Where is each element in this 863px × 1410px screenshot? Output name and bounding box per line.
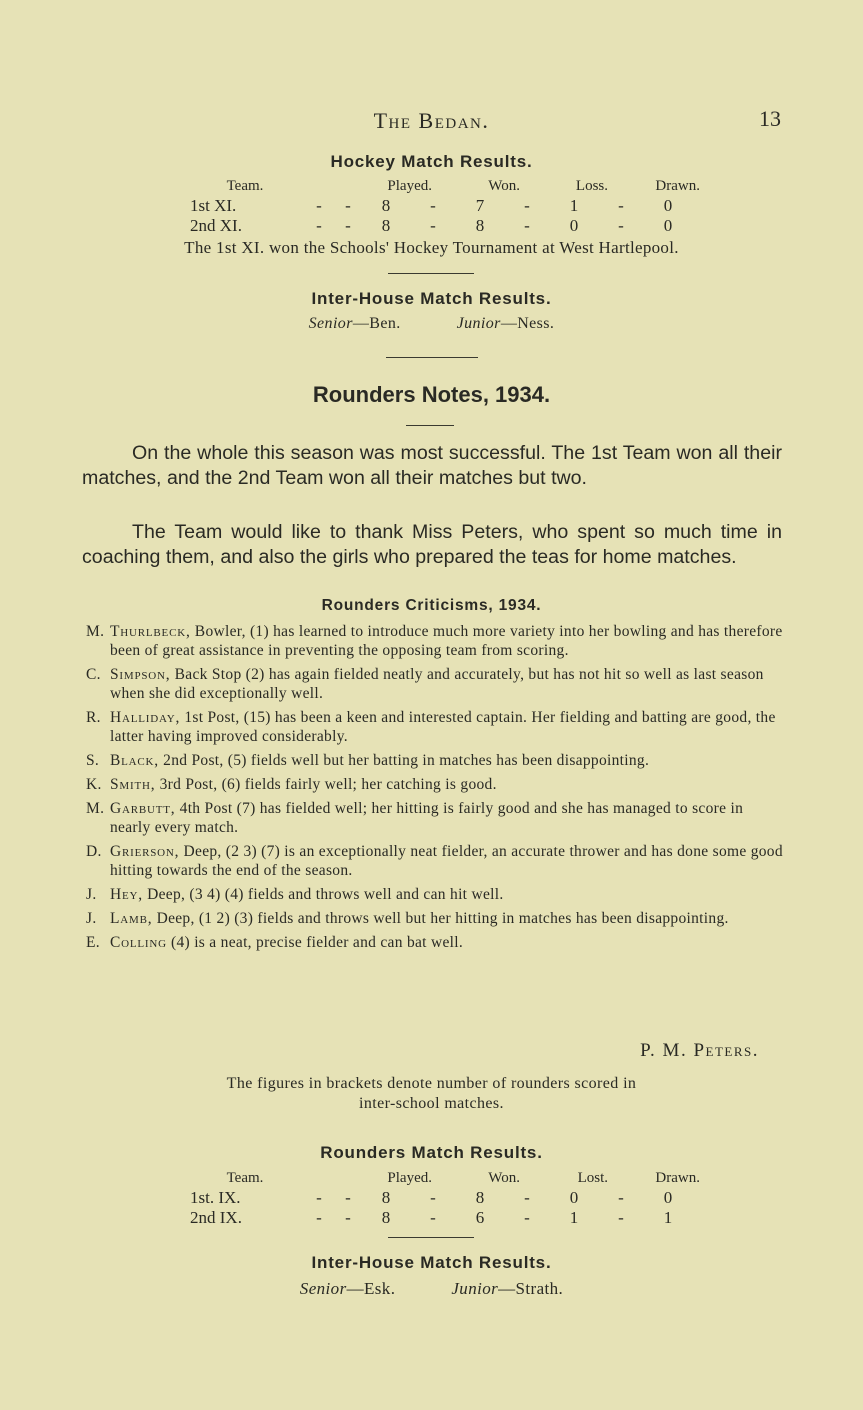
played-cell: 8 — [381, 1188, 391, 1207]
section-divider — [388, 273, 474, 274]
team-cell: 1st XI. — [190, 196, 237, 215]
team-cell: 1st. IX. — [190, 1188, 241, 1207]
loss-cell: 1 — [569, 196, 579, 215]
played-cell: 8 — [381, 216, 391, 235]
junior-label: Junior — [451, 1279, 499, 1298]
table-row: 2nd IX. - - 8 - 6 - 1 - 1 — [190, 1208, 700, 1228]
junior-winner: —Ness. — [500, 315, 555, 332]
drawn-cell: 0 — [663, 196, 673, 215]
section-divider — [388, 1237, 474, 1238]
won-cell: 6 — [475, 1208, 485, 1227]
inter-house-title: Inter-House Match Results. — [311, 289, 552, 308]
lost-cell: 0 — [569, 1188, 579, 1207]
hockey-note: The 1st XI. won the Schools' Hockey Tournament at West Hartlepool. — [184, 238, 679, 257]
list-item: E. Colling (4) is a neat, precise fielder and can bat well. — [86, 934, 464, 951]
junior-label: Junior — [456, 315, 501, 332]
page-number: 13 — [759, 106, 781, 131]
inter-house-title: Inter-House Match Results. — [311, 1253, 552, 1272]
list-item: C. Simpson, Back Stop (2) has again fielded neatly and accurately, but has not hit so well as last season when she did exceptionally well. — [86, 666, 764, 702]
list-item: R. Halliday, 1st Post, (15) has been a keen and interested captain. Her fielding and batting are good, the latter having improved considerably. — [86, 709, 776, 745]
column-header: Won. — [488, 1170, 520, 1186]
won-cell: 7 — [475, 196, 485, 215]
senior-winner: —Esk. — [346, 1279, 396, 1298]
criticisms-title: Rounders Criticisms, 1934. — [321, 597, 542, 614]
rounders-notes-title: Rounders Notes, 1934. — [312, 382, 551, 407]
loss-cell: 0 — [569, 216, 579, 235]
footnote-line: inter-school matches. — [359, 1095, 504, 1112]
hockey-results-title: Hockey Match Results. — [330, 152, 533, 171]
signature: P. M. Peters. — [640, 1040, 759, 1061]
list-item: J. Hey, Deep, (3 4) (4) fields and throws well and can hit well. — [86, 886, 504, 903]
section-divider — [386, 357, 478, 358]
list-item: S. Black, 2nd Post, (5) fields well but her batting in matches has been disappointing. — [86, 752, 650, 769]
column-header: Played. — [387, 1170, 432, 1186]
team-cell: 2nd IX. — [190, 1208, 242, 1227]
table-row: 2nd XI. - - 8 - 8 - 0 - 0 — [190, 216, 700, 236]
footnote-line: The figures in brackets denote number of rounders scored in — [226, 1075, 637, 1092]
column-header: Team. — [226, 1170, 264, 1186]
running-title: The Bedan. — [373, 108, 490, 133]
inter-house-results — [0, 315, 863, 333]
won-cell: 8 — [475, 1188, 485, 1207]
column-header: Drawn. — [655, 1170, 700, 1186]
column-header: Won. — [488, 178, 520, 194]
lost-cell: 1 — [569, 1208, 579, 1227]
column-header: Team. — [226, 178, 264, 194]
column-header: Played. — [387, 178, 432, 194]
senior-label: Senior — [299, 1279, 347, 1298]
list-item: M. Garbutt, 4th Post (7) has fielded well; her hitting is fairly good and she has managed to score in nearly every match. — [86, 800, 744, 836]
list-item: D. Grierson, Deep, (2 3) (7) is an exceptionally neat fielder, an accurate thrower and has done some good hitting towards the end of the season. — [86, 843, 783, 879]
hockey-results-table — [190, 176, 700, 236]
played-cell: 8 — [381, 1208, 391, 1227]
junior-winner: —Strath. — [498, 1279, 564, 1298]
won-cell: 8 — [475, 216, 485, 235]
drawn-cell: 1 — [663, 1208, 673, 1227]
table-header-row — [190, 176, 700, 196]
drawn-cell: 0 — [663, 216, 673, 235]
list-item: K. Smith, 3rd Post, (6) fields fairly well; her catching is good. — [86, 776, 497, 793]
table-row: 1st XI. - - 8 - 7 - 1 - 0 — [190, 196, 700, 216]
senior-winner: —Ben. — [352, 315, 401, 332]
senior-label: Senior — [308, 315, 353, 332]
column-header: Drawn. — [655, 178, 700, 194]
played-cell: 8 — [381, 196, 391, 215]
team-cell: 2nd XI. — [190, 216, 242, 235]
criticisms-list — [86, 622, 786, 957]
table-row: 1st. IX. - - 8 - 8 - 0 - 0 — [190, 1188, 700, 1208]
rounders-results-table — [190, 1168, 700, 1228]
title-underline — [406, 425, 454, 426]
list-item: M. Thurlbeck, Bowler, (1) has learned to introduce much more variety into her bowling and has therefore been of great assistance in preventing the opposing team from scoring. — [86, 623, 783, 659]
list-item: J. Lamb, Deep, (1 2) (3) fields and throws well but her hitting in matches has been disappointing. — [86, 910, 729, 927]
paragraph: The Team would like to thank Miss Peters, who spent so much time in coaching them, and also the girls who prepared the teas for home matches. — [82, 521, 782, 568]
drawn-cell: 0 — [663, 1188, 673, 1207]
column-header: Lost. — [577, 1170, 608, 1186]
rounders-results-title: Rounders Match Results. — [320, 1143, 543, 1162]
table-header-row — [190, 1168, 700, 1188]
inter-house-results — [0, 1279, 863, 1299]
paragraph: On the whole this season was most successful. The 1st Team won all their matches, and the 2nd Team won all their matches but two. — [82, 442, 782, 489]
column-header: Loss. — [575, 178, 608, 194]
